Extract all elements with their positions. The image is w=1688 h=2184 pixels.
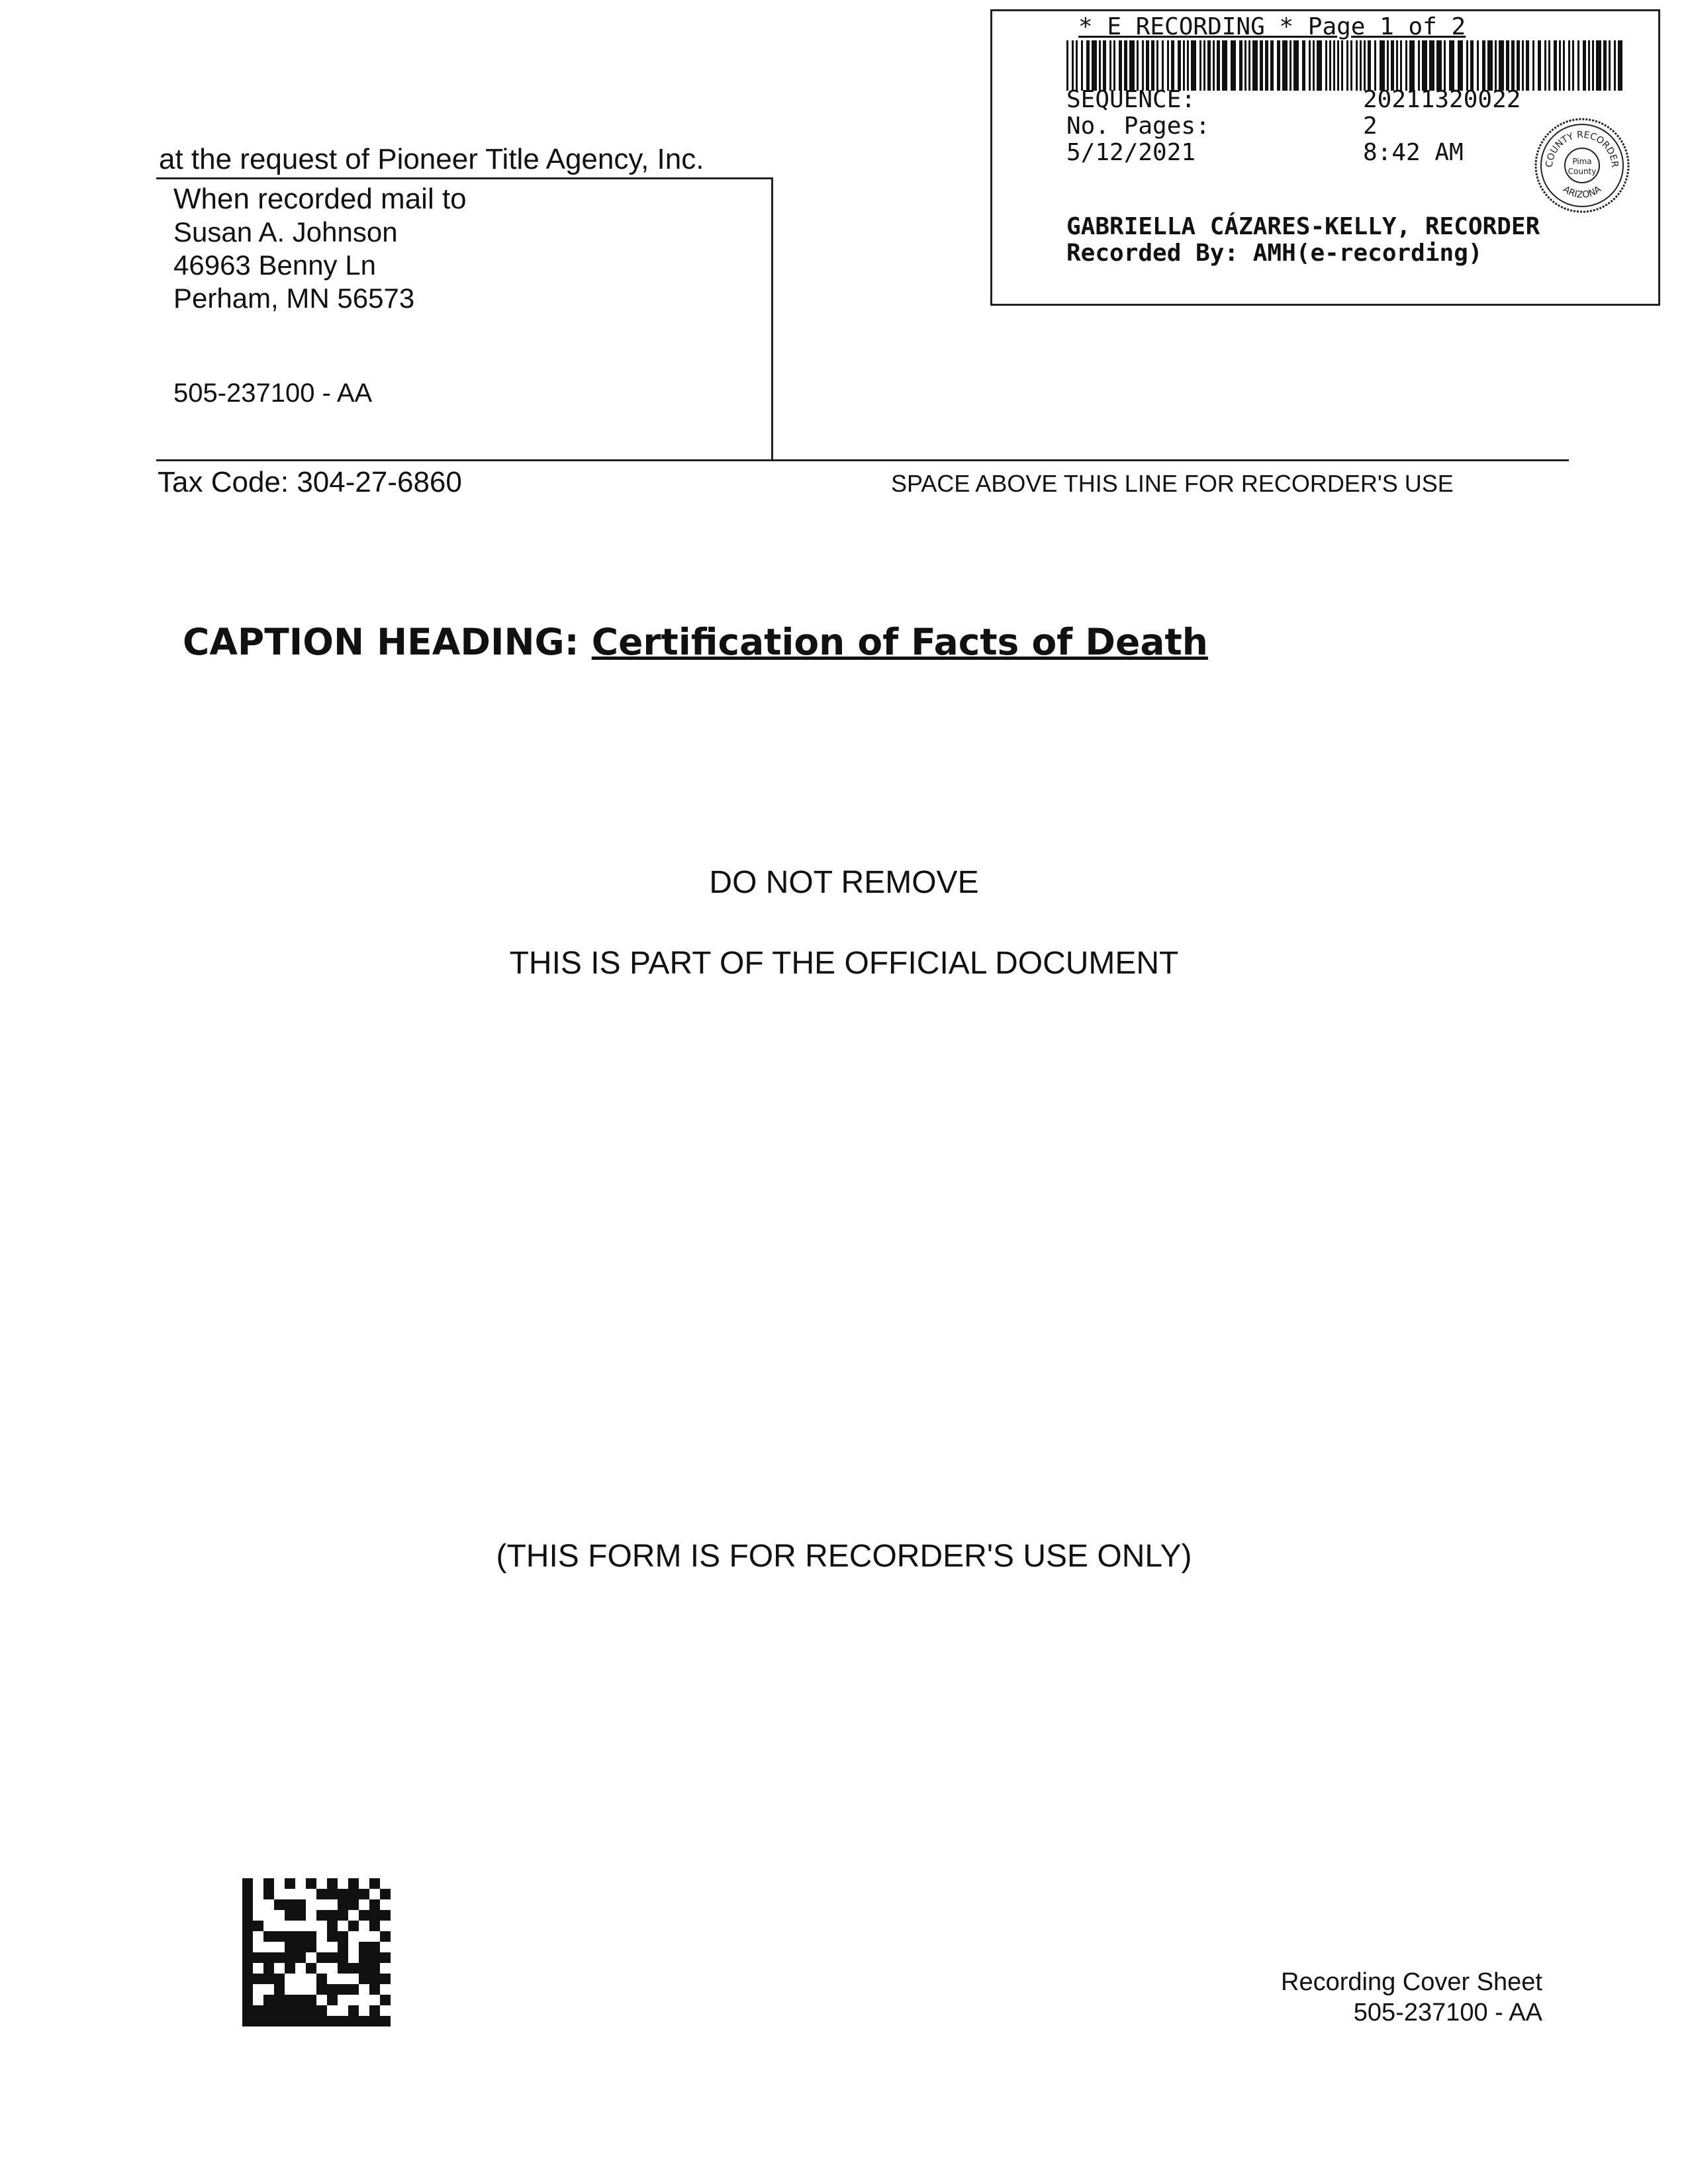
barcode-bar bbox=[1124, 40, 1127, 91]
barcode-bar bbox=[1506, 40, 1509, 91]
recorder-stamp-box bbox=[990, 9, 1660, 306]
barcode-bar bbox=[1282, 40, 1288, 91]
code-module bbox=[253, 1921, 263, 1931]
barcode-bar bbox=[1554, 40, 1557, 91]
caption-value: Certification of Facts of Death bbox=[591, 621, 1208, 663]
barcode-bar bbox=[1609, 40, 1611, 91]
code-module bbox=[285, 2005, 295, 2016]
code-module bbox=[369, 1963, 380, 1974]
barcode-bar bbox=[1066, 40, 1068, 91]
code-module bbox=[359, 1974, 369, 1984]
barcode-bar bbox=[1142, 40, 1144, 91]
code-module bbox=[348, 1984, 359, 1995]
code-module bbox=[306, 2016, 316, 2026]
sequence-value: 20211320022 bbox=[1363, 86, 1521, 113]
seal-center-text-2: County bbox=[1568, 167, 1597, 176]
barcode-bar bbox=[1418, 40, 1420, 91]
barcode-bar bbox=[1325, 40, 1327, 91]
code-module bbox=[295, 2016, 306, 2026]
barcode-bar bbox=[1265, 40, 1268, 91]
code-module bbox=[242, 1931, 253, 1942]
code-module bbox=[306, 1963, 316, 1974]
barcode-bar bbox=[1572, 40, 1574, 91]
barcode-bar bbox=[1391, 40, 1394, 91]
barcode-bar bbox=[1577, 40, 1579, 91]
barcode-bar bbox=[1487, 40, 1493, 91]
barcode-bar bbox=[1400, 40, 1402, 91]
data-matrix-code-icon bbox=[242, 1878, 391, 2026]
code-module bbox=[316, 1910, 327, 1921]
recorders-use-only-notice: (THIS FORM IS FOR RECORDER'S USE ONLY) bbox=[496, 1539, 1192, 1574]
code-module bbox=[327, 1921, 338, 1931]
barcode-bar bbox=[1151, 40, 1154, 91]
code-module bbox=[285, 1899, 295, 1910]
barcode-bar bbox=[1603, 40, 1607, 91]
footer-title: Recording Cover Sheet bbox=[1281, 1968, 1542, 1996]
code-module bbox=[306, 1942, 316, 1952]
code-module bbox=[242, 1995, 253, 2005]
code-module bbox=[285, 1878, 295, 1889]
code-module bbox=[274, 1931, 285, 1942]
code-module bbox=[263, 1995, 274, 2005]
barcode-bar bbox=[1522, 40, 1524, 91]
barcode-bar bbox=[1614, 40, 1616, 91]
code-module bbox=[285, 1963, 295, 1974]
barcode-bar bbox=[1146, 40, 1149, 91]
county-recorder-seal-icon bbox=[1532, 116, 1632, 215]
code-module bbox=[380, 1995, 391, 2005]
mail-to-city-state-zip: Perham, MN 56573 bbox=[173, 283, 415, 314]
barcode-bar bbox=[1277, 40, 1280, 91]
code-module bbox=[242, 2005, 253, 2016]
mail-to-heading: When recorded mail to bbox=[173, 183, 467, 215]
barcode-bar bbox=[1313, 40, 1315, 91]
barcode-bar bbox=[1293, 40, 1299, 91]
barcode-bar bbox=[1222, 40, 1227, 91]
barcode-bar bbox=[1244, 40, 1246, 91]
barcode-bar bbox=[1360, 40, 1362, 91]
code-module bbox=[285, 1942, 295, 1952]
code-module bbox=[348, 1878, 359, 1889]
barcode-bar bbox=[1103, 40, 1106, 91]
barcode-bar bbox=[1538, 40, 1541, 91]
barcode-bar bbox=[1470, 40, 1474, 91]
code-module bbox=[274, 1899, 285, 1910]
code-module bbox=[285, 1910, 295, 1921]
barcode-bar bbox=[1429, 40, 1434, 91]
barcode-bar bbox=[1137, 40, 1139, 91]
code-module bbox=[348, 2016, 359, 2026]
code-module bbox=[380, 1910, 391, 1921]
code-module bbox=[316, 1974, 327, 1984]
barcode-bar bbox=[1356, 40, 1358, 91]
seal-top-text: COUNTY RECORDER bbox=[1544, 129, 1620, 168]
mail-to-address bbox=[173, 183, 467, 315]
code-module bbox=[380, 1974, 391, 1984]
code-module bbox=[348, 1921, 359, 1931]
seal-bottom-text: ARIZONA bbox=[1561, 184, 1603, 201]
code-module bbox=[327, 2016, 338, 2026]
code-module bbox=[338, 1942, 348, 1952]
code-module bbox=[253, 2016, 263, 2026]
do-not-remove-notice: DO NOT REMOVE bbox=[709, 865, 979, 900]
barcode-bar bbox=[1380, 40, 1385, 91]
pages-value: 2 bbox=[1363, 113, 1378, 140]
code-module bbox=[327, 1995, 338, 2005]
barcode-bar bbox=[1248, 40, 1250, 91]
barcode-bar bbox=[1499, 40, 1504, 91]
barcode-bar bbox=[1260, 40, 1263, 91]
barcode-bar bbox=[1346, 40, 1348, 91]
code-module bbox=[253, 2005, 263, 2016]
barcode-bar bbox=[1119, 40, 1122, 91]
barcode-bar bbox=[1588, 40, 1590, 91]
barcode-bar bbox=[1191, 40, 1196, 91]
code-module bbox=[263, 1974, 274, 1984]
code-module bbox=[327, 1910, 338, 1921]
barcode-bar bbox=[1563, 40, 1565, 91]
code-module bbox=[295, 1931, 306, 1942]
mail-to-name: Susan A. Johnson bbox=[173, 216, 398, 248]
barcode-bar bbox=[1405, 40, 1407, 91]
barcode-bar bbox=[1302, 40, 1305, 91]
code-module bbox=[338, 1952, 348, 1963]
barcode-bar bbox=[1289, 40, 1291, 91]
barcode-bar bbox=[1477, 40, 1479, 91]
barcode-bar bbox=[1317, 40, 1322, 91]
code-module bbox=[369, 1952, 380, 1963]
code-module bbox=[306, 1878, 316, 1889]
code-module bbox=[263, 1931, 274, 1942]
barcode-bar bbox=[1309, 40, 1311, 91]
code-module bbox=[242, 1910, 253, 1921]
barcode-bar bbox=[1183, 40, 1185, 91]
code-module bbox=[242, 1984, 253, 1995]
barcode-bar bbox=[1422, 40, 1427, 91]
code-module bbox=[285, 1931, 295, 1942]
barcode-bar bbox=[1199, 40, 1201, 91]
code-module bbox=[380, 1931, 391, 1942]
recording-header: * E RECORDING * Page 1 of 2 bbox=[1078, 13, 1466, 40]
barcode-bar bbox=[1092, 40, 1097, 91]
barcode-bar bbox=[1252, 40, 1258, 91]
code-module bbox=[316, 2016, 327, 2026]
code-module bbox=[380, 2016, 391, 2026]
code-module bbox=[359, 1942, 369, 1952]
code-module bbox=[242, 1942, 253, 1952]
barcode-bar bbox=[1086, 40, 1090, 91]
sequence-label: SEQUENCE: bbox=[1066, 86, 1196, 113]
barcode-bar bbox=[1337, 40, 1339, 91]
barcode-bar bbox=[1559, 40, 1561, 91]
caption-label: CAPTION HEADING: bbox=[183, 621, 579, 663]
code-module bbox=[348, 1899, 359, 1910]
barcode-bar bbox=[1532, 40, 1534, 91]
code-module bbox=[316, 1952, 327, 1963]
code-module bbox=[359, 1910, 369, 1921]
seal-center-text-1: Pima bbox=[1572, 157, 1592, 166]
barcode-bar bbox=[1517, 40, 1520, 91]
code-module bbox=[263, 1952, 274, 1963]
code-module bbox=[263, 1963, 274, 1974]
code-module bbox=[369, 1910, 380, 1921]
barcode-bar bbox=[1364, 40, 1366, 91]
barcode-bar bbox=[1526, 40, 1529, 91]
barcode-bar bbox=[1162, 40, 1164, 91]
barcode-bar bbox=[1081, 40, 1083, 91]
barcode-bar bbox=[1387, 40, 1389, 91]
code-module bbox=[274, 2005, 285, 2016]
code-module bbox=[338, 1931, 348, 1942]
barcode-bar bbox=[1544, 40, 1546, 91]
code-module bbox=[369, 1921, 380, 1931]
code-module bbox=[263, 1878, 274, 1889]
code-module bbox=[369, 1899, 380, 1910]
code-module bbox=[359, 2016, 369, 2026]
mail-to-street: 46963 Benny Ln bbox=[173, 250, 376, 281]
code-module bbox=[295, 1942, 306, 1952]
code-module bbox=[348, 1963, 359, 1974]
code-module bbox=[295, 1899, 306, 1910]
code-module bbox=[338, 1899, 348, 1910]
barcode-bar bbox=[1568, 40, 1570, 91]
code-module bbox=[242, 1952, 253, 1963]
barcode-bar bbox=[1350, 40, 1352, 91]
file-reference: 505-237100 - AA bbox=[173, 379, 373, 408]
footer-reference: 505-237100 - AA bbox=[1353, 1999, 1542, 2026]
code-module bbox=[306, 1931, 316, 1942]
barcode-bar bbox=[1436, 40, 1442, 91]
barcode-bar bbox=[1072, 40, 1074, 91]
code-module bbox=[242, 1878, 253, 1889]
pages-label: No. Pages: bbox=[1066, 113, 1210, 140]
tax-code: Tax Code: 304-27-6860 bbox=[158, 466, 462, 498]
code-module bbox=[285, 1952, 295, 1963]
code-module bbox=[380, 1889, 391, 1899]
barcode-bar bbox=[1187, 40, 1189, 91]
barcode-bar bbox=[1231, 40, 1236, 91]
barcode-bar bbox=[1596, 40, 1601, 91]
barcode-bar bbox=[1341, 40, 1343, 91]
code-module bbox=[295, 1995, 306, 2005]
code-module bbox=[274, 1974, 285, 1984]
code-module bbox=[369, 1942, 380, 1952]
code-module bbox=[306, 2005, 316, 2016]
recorder-divider-line bbox=[156, 459, 1569, 461]
code-module bbox=[285, 2016, 295, 2026]
barcode-bar bbox=[1167, 40, 1169, 91]
code-module bbox=[369, 1984, 380, 1995]
code-module bbox=[274, 2016, 285, 2026]
code-module bbox=[316, 1984, 327, 1995]
code-module bbox=[242, 1899, 253, 1910]
code-module bbox=[327, 1878, 338, 1889]
code-module bbox=[359, 1889, 369, 1899]
barcode-bar bbox=[1329, 40, 1331, 91]
code-module bbox=[295, 1910, 306, 1921]
code-module bbox=[242, 1963, 253, 1974]
code-module bbox=[285, 1995, 295, 2005]
barcode-bar bbox=[1458, 40, 1463, 91]
barcode-bar bbox=[1171, 40, 1174, 91]
barcode-bar bbox=[1113, 40, 1115, 91]
barcode-bar bbox=[1511, 40, 1515, 91]
barcode-bar bbox=[1444, 40, 1446, 91]
barcode-bar bbox=[1156, 40, 1158, 91]
code-module bbox=[338, 1910, 348, 1921]
code-module bbox=[242, 1921, 253, 1931]
code-module bbox=[369, 2005, 380, 2016]
code-module bbox=[348, 2005, 359, 2016]
recorded-by: Recorded By: AMH(e-recording) bbox=[1066, 240, 1483, 267]
code-module bbox=[263, 1889, 274, 1899]
code-module bbox=[359, 1963, 369, 1974]
code-module bbox=[274, 1984, 285, 1995]
code-module bbox=[327, 1931, 338, 1942]
barcode-bar bbox=[1409, 40, 1415, 91]
code-module bbox=[295, 2005, 306, 2016]
code-module bbox=[242, 1974, 253, 1984]
barcode-bar bbox=[1239, 40, 1243, 91]
barcode-bar bbox=[1548, 40, 1550, 91]
code-module bbox=[327, 1889, 338, 1899]
recording-time: 8:42 AM bbox=[1363, 139, 1464, 166]
code-module bbox=[274, 1995, 285, 2005]
code-module bbox=[263, 2005, 274, 2016]
code-module bbox=[242, 1889, 253, 1899]
code-module bbox=[316, 1889, 327, 1899]
code-module bbox=[369, 1878, 380, 1889]
code-module bbox=[359, 1952, 369, 1963]
barcode-bar bbox=[1396, 40, 1398, 91]
request-line: at the request of Pioneer Title Agency, Inc. bbox=[159, 143, 704, 175]
code-module bbox=[348, 1889, 359, 1899]
barcode-bar bbox=[1374, 40, 1376, 91]
code-module bbox=[242, 2016, 253, 2026]
barcode-bar bbox=[1482, 40, 1485, 91]
cover-sheet-footer bbox=[1225, 1967, 1542, 2028]
barcode-bar bbox=[1178, 40, 1181, 91]
barcode-icon bbox=[1066, 40, 1622, 91]
code-module bbox=[316, 2005, 327, 2016]
space-above-line-note: SPACE ABOVE THIS LINE FOR RECORDER'S USE bbox=[891, 470, 1454, 497]
barcode-bar bbox=[1583, 40, 1586, 91]
recording-date: 5/12/2021 bbox=[1066, 139, 1196, 166]
barcode-bar bbox=[1333, 40, 1335, 91]
code-module bbox=[369, 2016, 380, 2026]
code-module bbox=[274, 1952, 285, 1963]
barcode-bar bbox=[1109, 40, 1111, 91]
barcode-bar bbox=[1217, 40, 1220, 91]
svg-text:ARIZONA bbox=[1561, 184, 1603, 201]
code-module bbox=[306, 1995, 316, 2005]
barcode-bar bbox=[1270, 40, 1274, 91]
official-document-notice: THIS IS PART OF THE OFFICIAL DOCUMENT bbox=[509, 946, 1179, 981]
barcode-bar bbox=[1203, 40, 1205, 91]
barcode-bar bbox=[1129, 40, 1135, 91]
barcode-bar bbox=[1207, 40, 1211, 91]
recorder-name: GABRIELLA CÁZARES-KELLY, RECORDER bbox=[1066, 213, 1540, 240]
code-module bbox=[338, 1984, 348, 1995]
code-module bbox=[338, 1889, 348, 1899]
code-module bbox=[369, 1974, 380, 1984]
barcode-bar bbox=[1076, 40, 1078, 91]
barcode-bar bbox=[1368, 40, 1371, 91]
code-module bbox=[253, 1952, 263, 1963]
barcode-bar bbox=[1099, 40, 1101, 91]
barcode-bar bbox=[1466, 40, 1468, 91]
code-module bbox=[295, 1952, 306, 1963]
code-module bbox=[338, 1963, 348, 1974]
barcode-bar bbox=[1592, 40, 1594, 91]
code-module bbox=[253, 1974, 263, 1984]
code-module bbox=[263, 2016, 274, 2026]
code-module bbox=[380, 1952, 391, 1963]
code-module bbox=[327, 1984, 338, 1995]
barcode-bar bbox=[1449, 40, 1454, 91]
barcode-bar bbox=[1213, 40, 1215, 91]
barcode-bar bbox=[1495, 40, 1497, 91]
code-module bbox=[327, 1952, 338, 1963]
barcode-bar bbox=[1618, 40, 1622, 91]
caption-heading bbox=[183, 621, 1208, 663]
code-module bbox=[338, 2016, 348, 2026]
